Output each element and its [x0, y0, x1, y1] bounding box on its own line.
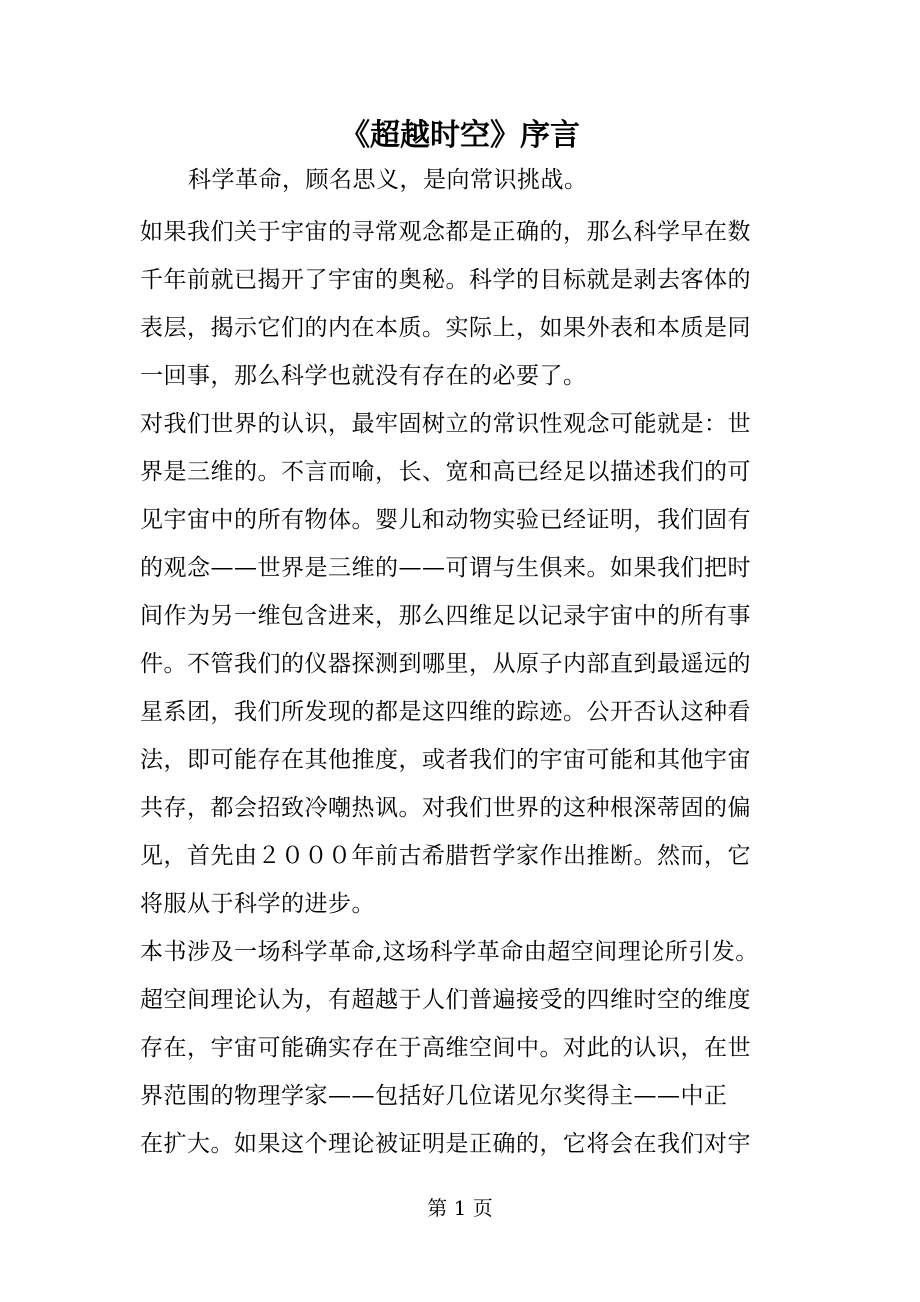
text-line: 本书涉及一场科学革命,这场科学革命由超空间理论所引发。 — [140, 939, 759, 965]
text-line: 对我们世界的认识，最牢固树立的常识性观念可能就是：世 — [140, 411, 751, 437]
text-line: 间作为另一维包含进来，那么四维足以记录宇宙中的所有事 — [140, 603, 751, 629]
text-line: 界范围的物理学家——包括好几位诺见尔奖得主——中正 — [140, 1083, 728, 1109]
text-line: 法，即可能存在其他推度，或者我们的宇宙可能和其他宇宙 — [140, 747, 751, 773]
text-line: 的观念——世界是三维的——可谓与生俱来。如果我们把时 — [140, 555, 751, 581]
page-number: 第 1 页 — [427, 1196, 493, 1220]
text-line: 见，首先由２０００年前古希腊哲学家作出推断。然而，它 — [140, 843, 751, 869]
text-line: 存在，宇宙可能确实存在于高维空间中。对此的认识，在世 — [140, 1035, 751, 1061]
text-line: 件。不管我们的仪器探测到哪里，从原子内部直到最遥远的 — [140, 651, 751, 677]
text-line: 界是三维的。不言而喻，长、宽和高已经足以描述我们的可 — [140, 459, 751, 485]
document-title: 《超越时空》序言 — [340, 118, 580, 153]
text-line: 将服从于科学的进步。 — [140, 891, 375, 917]
text-line: 共存，都会招致冷嘲热讽。对我们世界的这种根深蒂固的偏 — [140, 795, 751, 821]
text-line: 在扩大。如果这个理论被证明是正确的，它将会在我们对宇 — [140, 1131, 751, 1157]
text-line: 表层，揭示它们的内在本质。实际上，如果外表和本质是同 — [140, 315, 751, 341]
text-line: 超空间理论认为，有超越于人们普遍接受的四维时空的维度 — [140, 987, 751, 1013]
text-line: 一回事，那么科学也就没有存在的必要了。 — [140, 363, 587, 389]
text-line: 千年前就已揭开了宇宙的奥秘。科学的目标就是剥去客体的 — [140, 267, 751, 293]
text-line: 见宇宙中的所有物体。婴儿和动物实验已经证明，我们固有 — [140, 507, 751, 533]
text-line: 如果我们关于宇宙的寻常观念都是正确的，那么科学早在数 — [140, 219, 751, 245]
text-line: 星系团，我们所发现的都是这四维的踪迹。公开否认这种看 — [140, 699, 751, 725]
text-line: 科学革命，顾名思义，是向常识挑战。 — [188, 167, 588, 193]
